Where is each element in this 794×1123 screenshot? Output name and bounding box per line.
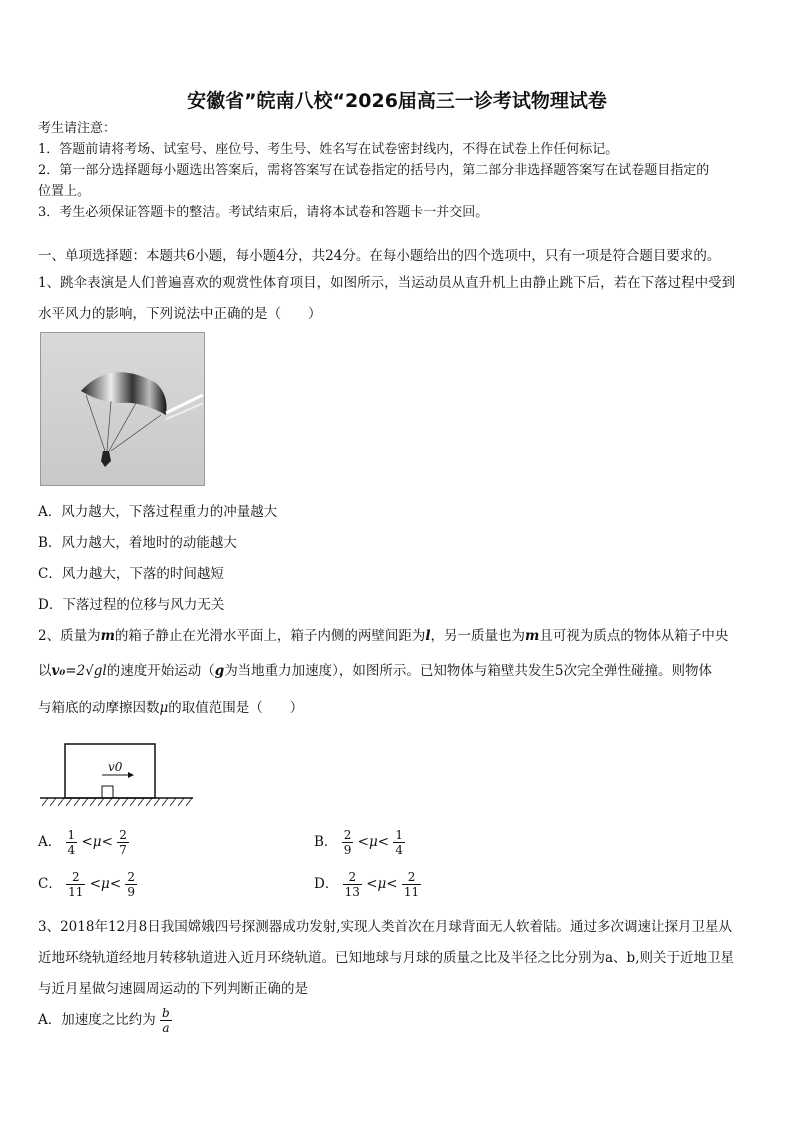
- q1-option-d: D．下落过程的位移与风力无关: [38, 597, 225, 613]
- notice-item: 3．考生必须保证答题卡的整洁。考试结束后，请将本试卷和答题卡一并交回。: [38, 205, 489, 220]
- q1-option-b: B．风力越大，着地时的动能越大: [38, 535, 237, 551]
- q3-stem-line3: 与近月星做匀速圆周运动的下列判断正确的是: [38, 981, 308, 997]
- notice-item: 2．第一部分选择题每小题选出答案后，需将答案写在试卷指定的括号内，第二部分非选择题答案写在试卷题目指定的: [38, 163, 710, 178]
- parachute-icon: [41, 333, 204, 485]
- q1-option-a: A．风力越大，下落过程重力的冲量越大: [38, 504, 278, 520]
- q2-option-d: D． $\frac{2}{13}$ <μ< $\frac{2}{11}$: [314, 870, 420, 899]
- q1-stem-line1: 1、跳伞表演是人们普遍喜欢的观赏性体育项目，如图所示，当运动员从直升机上由静止跳下后，若在下落过程中受到: [38, 275, 736, 291]
- q2-option-c: C． $\frac{2}{11}$ <μ< $\frac{2}{9}$: [38, 870, 136, 899]
- q2-option-b: B． $\frac{2}{9}$ <μ< $\frac{1}{4}$: [314, 828, 403, 857]
- box-diagram: [38, 740, 198, 816]
- q2-stem-line3: 与箱底的动摩擦因数μ的取值范围是（ ）: [38, 700, 304, 716]
- notice-item: 位置上。: [38, 184, 91, 199]
- notice-block: [38, 118, 709, 223]
- notice-item: 1．答题前请将考场、试室号、座位号、考生号、姓名写在试卷密封线内，不得在试卷上作任何标记。: [38, 142, 619, 157]
- parachute-photo: [40, 332, 205, 486]
- q3-option-a: A．加速度之比约为 $\frac{b}{a}$: [38, 1006, 170, 1035]
- q2-option-a: A． $\frac{1}{4}$ <μ< $\frac{2}{7}$: [38, 828, 127, 857]
- q2-stem-line2: 以v₀=2√gl的速度开始运动（g为当地重力加速度），如图所示。已知物体与箱壁共发生5次完全弹性碰撞。则物体: [38, 663, 713, 679]
- q3-stem-line2: 近地环绕轨道经地月转移轨道进入近月环绕轨道。已知地球与月球的质量之比及半径之比分别为a、b,则关于近地卫星: [38, 950, 734, 966]
- q2-stem-line1: 2、质量为m的箱子静止在光滑水平面上，箱子内侧的两壁间距为l，另一质量也为m且可视为质点的物体从箱子中央: [38, 628, 729, 644]
- section-heading: 一、单项选择题：本题共6小题，每小题4分，共24分。在每小题给出的四个选项中，只有一项是符合题目要求的。: [38, 248, 721, 264]
- page-title: 安徽省”皖南八校“2026届高三一诊考试物理试卷: [187, 90, 607, 112]
- velocity-label: v0: [108, 760, 123, 774]
- q1-option-c: C．风力越大，下落的时间越短: [38, 566, 224, 582]
- q3-stem-line1: 3、2018年12月8日我国嫦娥四号探测器成功发射,实现人类首次在月球背面无人软着陆。通过多次调速让探月卫星从: [38, 919, 733, 935]
- notice-heading: 考生请注意：: [38, 121, 117, 136]
- q1-stem-line2: 水平风力的影响，下列说法中正确的是（ ）: [38, 306, 322, 322]
